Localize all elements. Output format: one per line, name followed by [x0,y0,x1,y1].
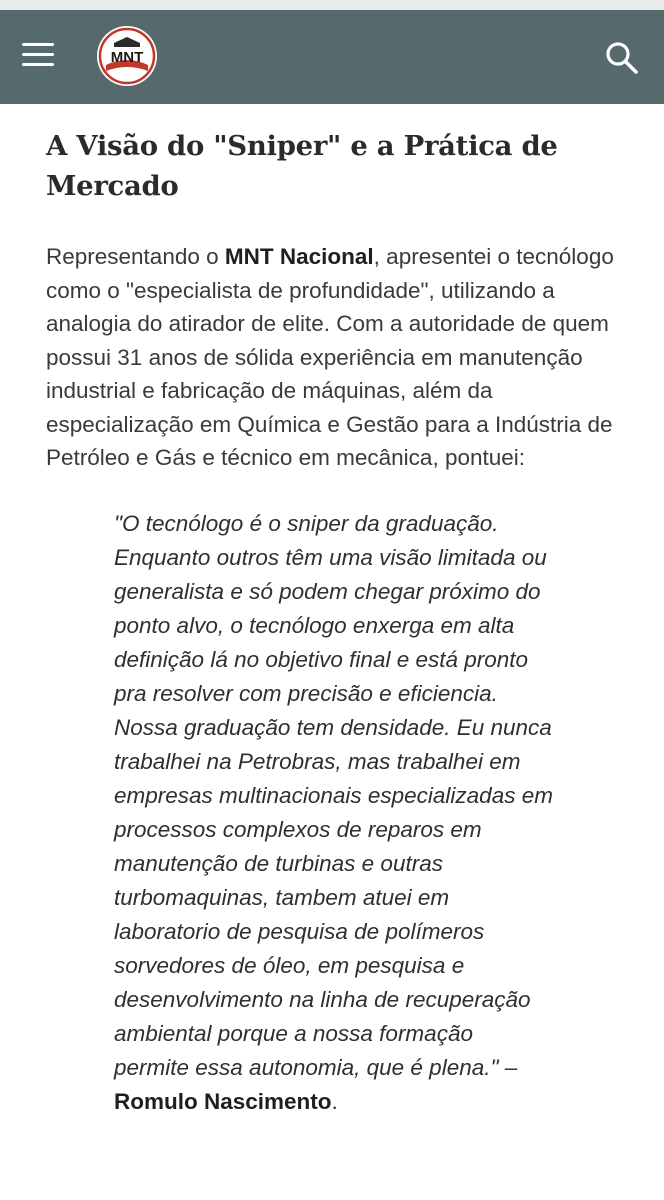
status-strip [0,0,664,10]
intro-lead: Representando o [46,244,225,269]
mnt-logo-icon [96,25,158,87]
hamburger-menu-icon [22,43,54,46]
article-body [0,104,664,1119]
article-intro-paragraph [46,240,618,475]
quote-text: "O tecnólogo é o sniper da graduação. Enquanto outros têm uma visão limitada ou generalista e só podem chegar próximo do ponto alvo, o tecnólogo enxerga em alta definição lá no objetivo final e está pronto pra resolver com precisão e eficiencia. Nossa graduação tem densidade. Eu nunca trabalhei na Petrobras, mas trabalhei em empresas multinacionais especializadas em processos complexos de reparos em manutenção de turbinas e outras turbomaquinas, tambem atuei em laboratorio de pesquisa de polímeros sorvedores de óleo, em pesquisa e desenvolvimento na linha de recuperação ambiental porque a nossa formação permite essa autonomia, que é plena." [114,510,553,1080]
hamburger-menu-icon-line [22,53,54,56]
search-button[interactable] [602,38,642,78]
intro-rest: , apresentei o tecnólogo como o "especialista de profundidade", utilizando a analogia do atirador de elite. Com a autoridade de quem possui 31 anos de sólida experiência em manutenção industrial e fabricação de máquinas, além da especialização em Química e Gestão para a Indústria de Petróleo e Gás e técnico em mecânica, pontuei: [46,244,614,470]
top-app-bar [0,10,664,104]
site-logo[interactable] [96,25,158,87]
quote-dash: – [498,1054,518,1080]
intro-organization: MNT Nacional [224,244,374,269]
menu-button[interactable] [22,43,58,71]
logo-text: MNT [110,49,144,66]
search-icon [602,38,642,78]
quote-end: . [331,1088,338,1114]
article-title: A Visão do "Sniper" e a Prática de Mercado [46,130,558,202]
quote-author: Romulo Nascimento [114,1088,332,1114]
article-quote [114,507,554,1119]
hamburger-menu-icon-line [22,63,54,66]
